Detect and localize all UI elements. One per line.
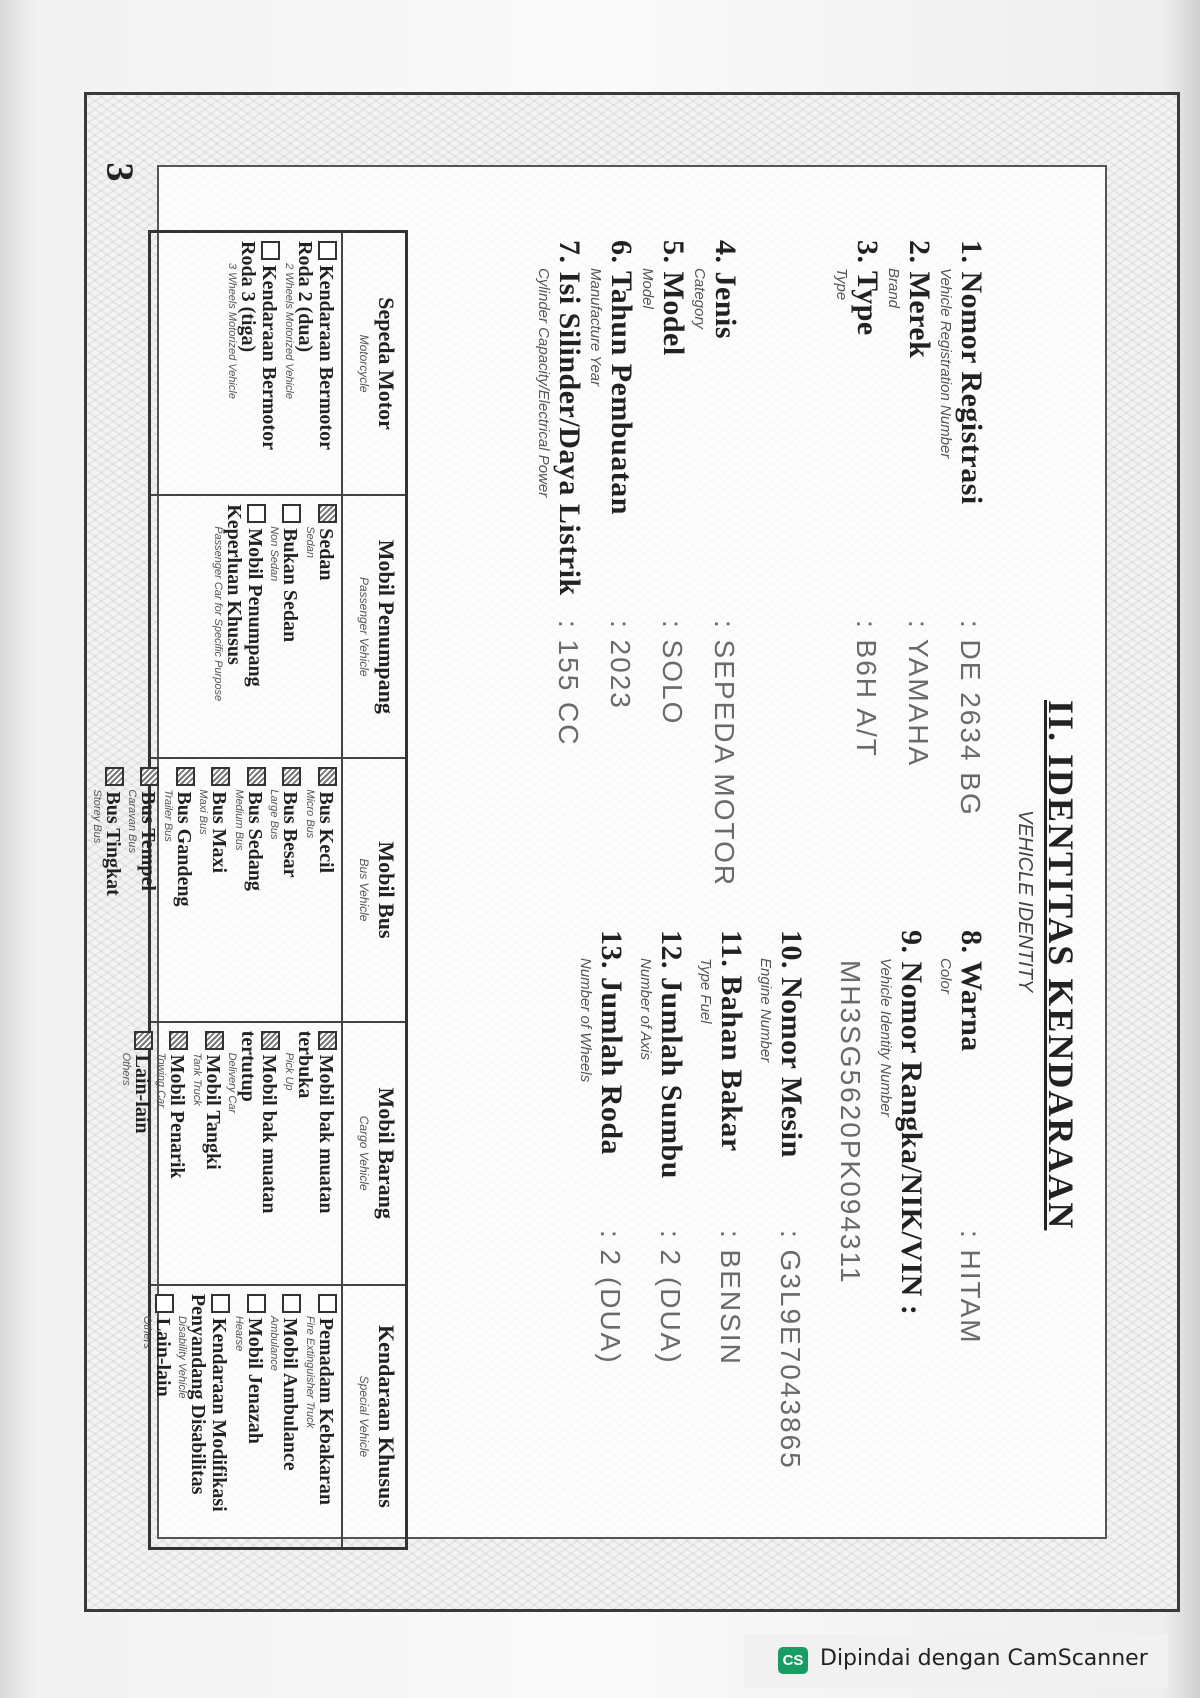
field-value: : 2 (DUA): [655, 1230, 686, 1365]
option-label: Mobil Jenazah: [243, 1317, 266, 1444]
field-label: 9. Nomor Rangka/NIK/VIN :: [895, 930, 928, 1316]
option-sublabel: Delivery Car: [226, 1052, 239, 1114]
option-sublabel: Towing Car: [155, 1052, 168, 1108]
field-label: 6. Tahun Pembuatan: [605, 240, 638, 515]
category-title: Mobil Bus: [374, 841, 399, 939]
category-column-header: [341, 759, 399, 1020]
category-option: [232, 1294, 266, 1539]
category-option: [303, 1294, 337, 1539]
option-sublabel: Sedan: [304, 526, 316, 559]
field-sublabel: Cylinder Capacity/Electrical Power: [535, 268, 552, 498]
category-column-header: [341, 1286, 399, 1547]
category-column: [90, 759, 405, 1022]
page-number: 3: [98, 162, 141, 182]
option-label: Bus Besar: [279, 791, 302, 878]
category-option: [126, 767, 160, 1012]
category-options: [134, 1286, 341, 1547]
category-option: [282, 241, 337, 486]
category-title: Mobil Penumpang: [374, 539, 399, 714]
checkbox-icon: [261, 241, 280, 260]
category-option: [190, 1031, 224, 1276]
option-sublabel: Others: [119, 1052, 132, 1086]
option-label: Bus Sedang: [243, 791, 266, 891]
checkbox-icon: [176, 767, 195, 786]
field-label: 4. Jenis: [709, 240, 742, 340]
checkbox-icon: [211, 1294, 230, 1313]
category-option: [282, 1031, 337, 1276]
option-label: Bus Kecil: [315, 791, 337, 874]
field-sublabel: Engine Number: [757, 958, 774, 1063]
option-sublabel: Hearse: [232, 1315, 245, 1352]
checkbox-icon: [318, 1294, 337, 1313]
checkbox-icon: [134, 1031, 153, 1050]
field-sublabel: Vehicle Identity Number: [877, 958, 894, 1117]
field-sublabel: Type: [833, 268, 850, 301]
checkbox-icon: [282, 1294, 301, 1313]
field-value: : 2023: [605, 620, 636, 710]
category-option: [176, 1294, 231, 1539]
option-label: Mobil Ambulance: [279, 1317, 302, 1471]
option-label: Sedan: [315, 528, 337, 581]
checkbox-icon: [140, 767, 159, 786]
option-sublabel: Non Sedan: [268, 526, 281, 582]
category-option: [90, 767, 124, 1012]
category-column-header: [341, 1023, 399, 1284]
option-label: Mobil Tangki: [201, 1054, 224, 1170]
vehicle-identity-section: [90, 230, 1098, 1630]
field-value: : 155 CC: [553, 620, 584, 747]
section-subtitle: VEHICLE IDENTITY: [1014, 810, 1036, 993]
option-sublabel: Ambulance: [268, 1315, 281, 1371]
option-label: Mobil Penarik: [166, 1054, 189, 1179]
field-label: 10. Nomor Mesin: [775, 930, 808, 1158]
option-label: Mobil bak muatan terbuka: [294, 1030, 337, 1214]
option-label: Lain-lain: [130, 1054, 153, 1134]
field-value: : YAMAHA: [903, 620, 934, 768]
category-column: [151, 496, 405, 759]
option-sublabel: Caravan Bus: [126, 789, 139, 853]
option-sublabel: Tank Truck: [190, 1052, 203, 1106]
category-subtitle: Special Vehicle: [357, 1375, 371, 1458]
section-title: II. IDENTITAS KENDARAAN: [1041, 700, 1081, 1231]
category-subtitle: Passenger Vehicle: [357, 576, 371, 677]
category-option: [161, 767, 195, 1012]
option-label: Mobil bak muatan tertutup: [237, 1030, 281, 1214]
checkbox-icon: [247, 504, 266, 523]
checkbox-icon: [282, 504, 301, 523]
field-sublabel: Model: [639, 268, 656, 309]
field-label: 11. Bahan Bakar: [715, 930, 748, 1152]
field-sublabel: Type Fuel: [697, 958, 714, 1024]
field-value: : HITAM: [955, 1230, 986, 1345]
checkbox-icon: [205, 1031, 224, 1050]
checkbox-icon: [155, 1294, 174, 1313]
option-sublabel: Maxi Bus: [197, 789, 210, 835]
option-label: Bus Gandeng: [172, 791, 195, 907]
category-option: [268, 767, 302, 1012]
category-option: [155, 1031, 189, 1276]
field-value: : B6H A/T: [851, 620, 882, 758]
field-value: : BENSIN: [715, 1230, 746, 1366]
category-column-header: [341, 496, 399, 757]
option-sublabel: Pick Up: [283, 1052, 295, 1091]
category-options: [84, 759, 341, 1020]
category-column-header: [341, 233, 399, 494]
category-option: [226, 241, 281, 486]
field-value: : DE 2634 BG: [955, 620, 986, 817]
option-sublabel: Medium Bus: [232, 789, 245, 851]
category-options: [205, 496, 341, 757]
category-subtitle: Cargo Vehicle: [357, 1115, 371, 1191]
checkbox-icon: [105, 767, 124, 786]
field-sublabel: Vehicle Registration Number: [937, 268, 954, 459]
category-title: Kendaraan Khusus: [374, 1325, 399, 1508]
category-option: [226, 1031, 281, 1276]
option-sublabel: Others: [140, 1315, 153, 1349]
field-value: : 2 (DUA): [595, 1230, 626, 1365]
checkbox-icon: [169, 1031, 188, 1050]
field-value: : G3L9E7043865: [775, 1230, 806, 1470]
field-label: 7. Isi Silinder/Daya Listrik: [553, 240, 586, 596]
field-sublabel: Number of Wheels: [577, 958, 594, 1083]
field-label: 1. Nomor Registrasi: [955, 240, 988, 505]
checkbox-icon: [318, 767, 337, 786]
checkbox-icon: [247, 1294, 266, 1313]
field-value: MH3SG5620PK094311: [835, 960, 866, 1285]
field-value: : SEPEDA MOTOR: [709, 620, 740, 888]
field-sublabel: Color: [937, 958, 954, 994]
category-option: [140, 1294, 174, 1539]
category-option: [211, 504, 266, 749]
category-option: [303, 504, 337, 749]
option-sublabel: 2 Wheels Motorized Vehicle: [283, 263, 295, 399]
option-sublabel: Storey Bus: [90, 789, 103, 844]
checkbox-icon: [282, 767, 301, 786]
option-label: Bus Tingkat: [101, 791, 124, 896]
camscanner-footer-text: Dipindai dengan CamScanner: [820, 1646, 1148, 1671]
category-title: Mobil Barang: [374, 1087, 399, 1219]
vehicle-category-table: [90, 230, 408, 1550]
category-subtitle: Bus Vehicle: [357, 858, 371, 922]
camscanner-logo-icon: CS: [778, 1647, 808, 1674]
checkbox-icon: [211, 767, 230, 786]
option-sublabel: 3 Wheels Motorized Vehicle: [226, 263, 239, 399]
field-sublabel: Category: [691, 268, 708, 329]
category-options: [113, 1023, 341, 1284]
option-label: Lain-lain: [151, 1317, 174, 1397]
option-sublabel: Large Bus: [268, 789, 281, 840]
category-column: [140, 1286, 405, 1547]
checkbox-icon: [247, 767, 266, 786]
field-label: 13. Jumlah Roda: [595, 930, 628, 1156]
field-sublabel: Brand: [885, 268, 902, 309]
field-label: 12. Jumlah Sumbu: [655, 930, 688, 1179]
option-label: Pemadam Kebakaran: [315, 1317, 337, 1506]
category-option: [197, 767, 231, 1012]
option-sublabel: Passenger Car for Specific Purpose: [211, 526, 224, 702]
checkbox-icon: [318, 504, 337, 523]
option-label: Bukan Sedan: [279, 528, 302, 643]
category-title: Sepeda Motor: [374, 297, 399, 430]
field-label: 5. Model: [657, 240, 690, 356]
field-label: 2. Merek: [903, 240, 936, 359]
field-sublabel: Manufacture Year: [587, 268, 604, 387]
checkbox-icon: [261, 1031, 280, 1050]
category-option: [232, 767, 266, 1012]
option-sublabel: Micro Bus: [304, 789, 316, 839]
option-sublabel: Fire Extinguisher Truck: [304, 1315, 316, 1429]
field-sublabel: Number of Axis: [637, 958, 654, 1060]
category-option: [268, 1294, 302, 1539]
option-label: Mobil Penumpang Keperluan Khusus: [222, 504, 266, 687]
category-option: [303, 767, 337, 1012]
option-label: Bus Tempel: [137, 791, 160, 891]
category-subtitle: Motorcycle: [357, 334, 371, 393]
option-sublabel: Trailer Bus: [161, 789, 174, 842]
field-label: 3. Type: [851, 240, 884, 336]
field-label: 8. Warna: [955, 930, 988, 1052]
option-label: Kendaraan Bermotor Roda 2 (dua): [294, 241, 337, 450]
option-label: Kendaraan Bermotor Roda 3 (tiga): [237, 241, 281, 450]
category-options: [220, 233, 341, 494]
category-column: [151, 233, 405, 496]
checkbox-icon: [318, 1031, 337, 1050]
option-label: Kendaraan Modifikasi Penyandang Disabilitas: [187, 1293, 231, 1512]
camscanner-footer: [744, 1634, 1168, 1688]
field-value: : SOLO: [657, 620, 688, 726]
checkbox-icon: [318, 241, 337, 260]
option-label: Bus Maxi: [208, 791, 231, 874]
category-column: [119, 1023, 405, 1286]
category-option: [119, 1031, 153, 1276]
option-sublabel: Disability Vehicle: [176, 1315, 189, 1399]
category-option: [268, 504, 302, 749]
